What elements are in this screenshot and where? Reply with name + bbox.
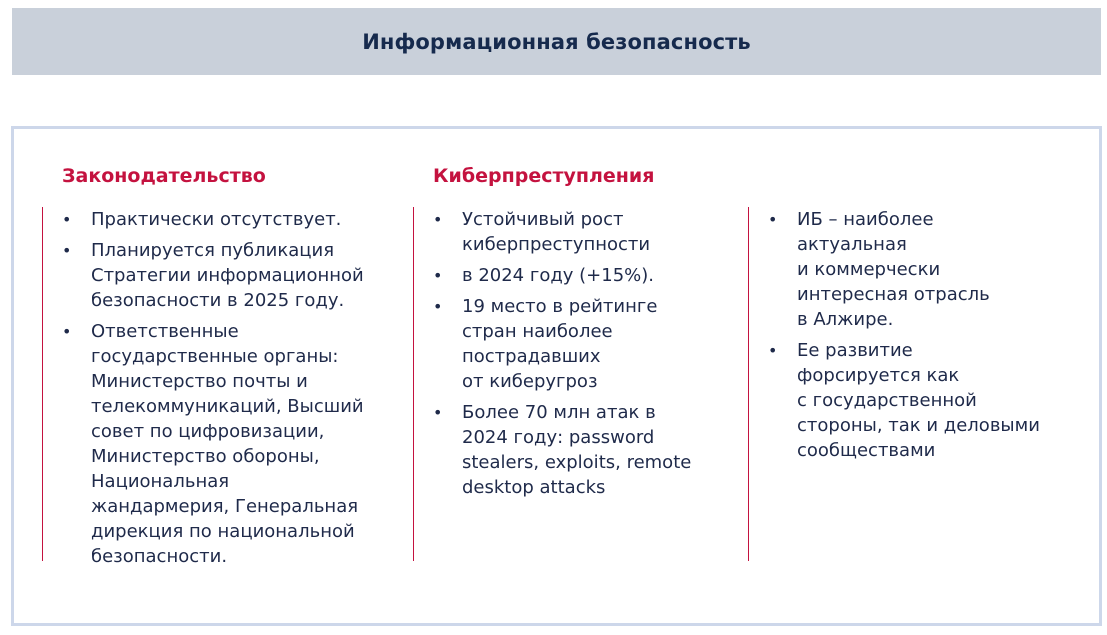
list-item-text: Более 70 млн атак в 2024 году: password stealers, exploits, remote desktop attacks [462, 402, 692, 498]
list-item [768, 338, 1079, 463]
bullet-icon: • [768, 341, 778, 360]
page-title: Информационная безопасность [362, 29, 751, 54]
list-item-text: 19 место в рейтинге стран наиболее пострадавших от киберугроз [462, 296, 658, 392]
bullet-icon: • [62, 241, 72, 260]
bullet-icon: • [433, 403, 443, 422]
bullet-icon: • [433, 297, 443, 316]
content-panel [11, 126, 1102, 626]
title-bar [12, 8, 1101, 75]
list-item [62, 319, 398, 569]
list-item-text: Практически отсутствует. [91, 209, 342, 230]
list-item-text: ИБ – наиболее актуальная и коммерчески интересная отрасль в Алжире. [797, 209, 990, 330]
bullet-list-market [749, 207, 1079, 463]
bullet-icon: • [62, 210, 72, 229]
list-item [768, 207, 1079, 332]
column-heading-legislation: Законодательство [62, 165, 266, 187]
column-market [748, 207, 1079, 561]
column-legislation [42, 207, 398, 567]
bullet-icon: • [768, 210, 778, 229]
list-item [62, 207, 398, 232]
list-item [62, 238, 398, 313]
column-heading-cybercrime: Киберпреступления [433, 165, 655, 187]
list-item-text: Ее развитие форсируется как с государственной стороны, так и деловыми сообществами [797, 340, 1040, 461]
list-item-text: Планируется публикация Стратегии информационной безопасности в 2025 году. [91, 240, 364, 311]
list-item [433, 263, 732, 288]
bullet-icon: • [62, 322, 72, 341]
list-item [433, 400, 732, 500]
list-item [433, 294, 732, 394]
bullet-icon: • [433, 210, 443, 229]
list-item-text: в 2024 году (+15%). [462, 265, 655, 286]
bullet-icon: • [433, 266, 443, 285]
list-item [433, 207, 732, 257]
bullet-list-legislation [43, 207, 398, 569]
list-item-text: Ответственные государственные органы: Министерство почты и телекоммуникаций, Высший совет по цифровизации, Министерство обороны, Национальная жандармерия, Генеральная дирекция по национальной безопасности. [91, 321, 364, 567]
bullet-list-cybercrime [414, 207, 732, 500]
column-cybercrime [413, 207, 732, 561]
list-item-text: Устойчивый рост киберпреступности [462, 209, 651, 255]
